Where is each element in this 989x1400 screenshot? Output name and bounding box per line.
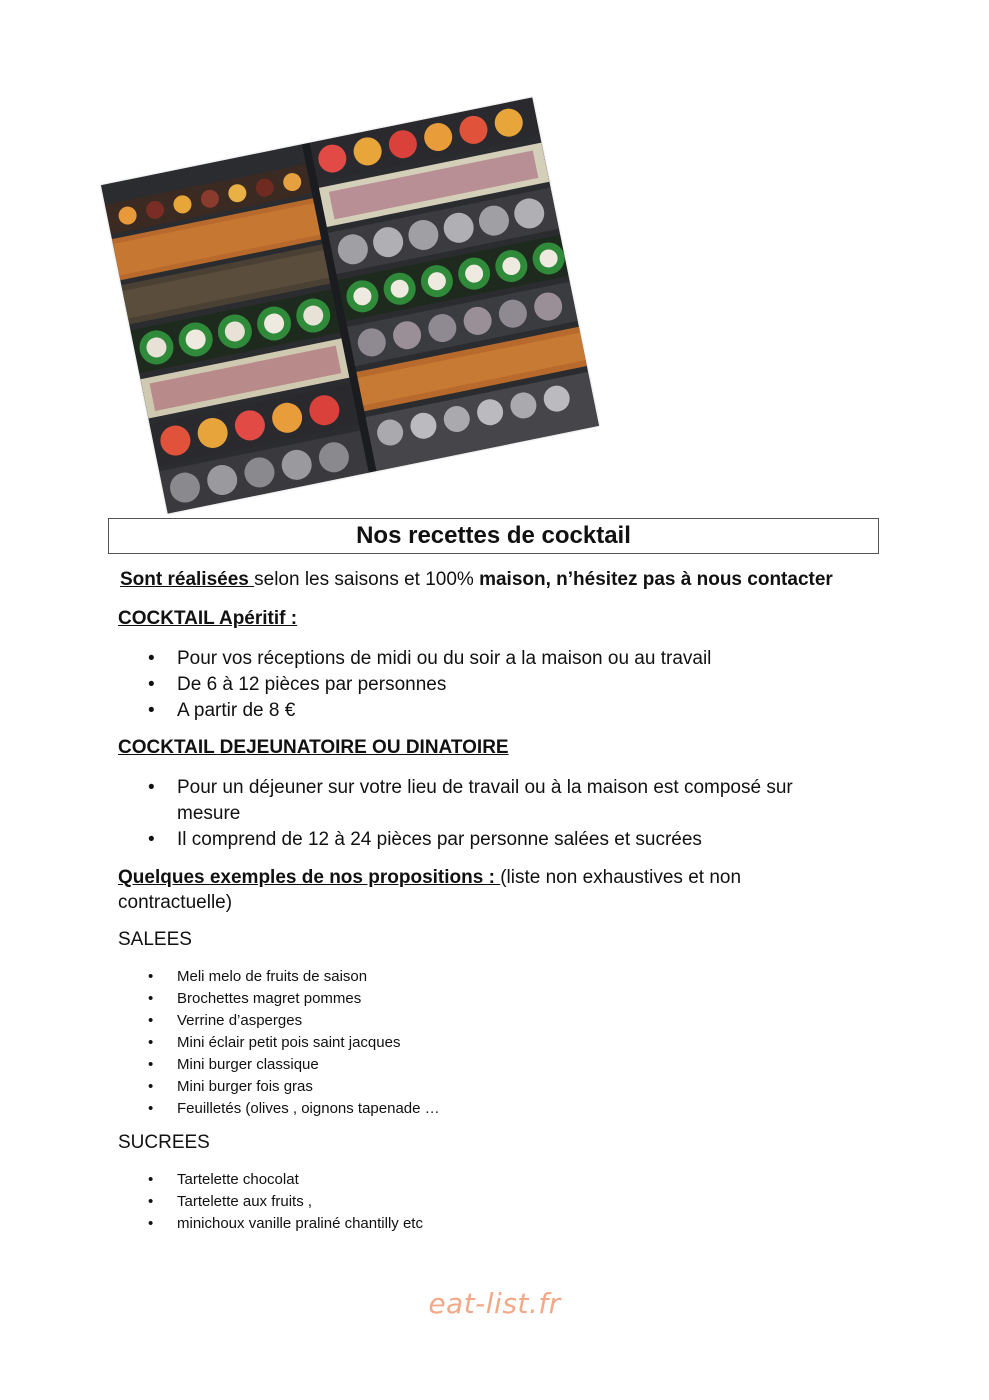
cocktail-platter-photo — [101, 98, 599, 514]
salees-heading: SALEES — [118, 929, 192, 950]
bullet-icon: • — [148, 1193, 154, 1210]
bullet-icon: • — [148, 1078, 154, 1095]
intro-line — [120, 569, 989, 591]
list-item: • De 6 à 12 pièces par personnes — [118, 672, 838, 698]
salees-list — [118, 966, 838, 1120]
page-title: Nos recettes de cocktail — [108, 518, 879, 554]
intro-lead: Sont réalisées — [120, 569, 255, 590]
list-item: • Mini burger classique — [118, 1054, 838, 1076]
watermark: eat-list.fr — [428, 1287, 561, 1320]
bullet-icon: • — [148, 1012, 154, 1029]
examples-note: (liste non exhaustives et non contractuelle) — [118, 867, 742, 913]
dejeunatoire-list — [118, 775, 838, 853]
bullet-icon: • — [148, 968, 154, 985]
list-item: • Pour un déjeuner sur votre lieu de travail ou à la maison est composé sur mesure — [148, 777, 793, 824]
section-heading-aperitif: COCKTAIL Apéritif : — [118, 608, 298, 629]
list-item: • Feuilletés (olives , oignons tapenade … — [118, 1098, 838, 1120]
sucrees-list — [118, 1169, 838, 1235]
list-item: • Mini éclair petit pois saint jacques — [118, 1032, 838, 1054]
bullet-icon: • — [148, 648, 155, 669]
examples-heading: Quelques exemples de nos propositions : — [118, 867, 501, 888]
sucrees-heading: SUCREES — [118, 1132, 210, 1153]
aperitif-list — [118, 646, 838, 724]
list-item: • Pour vos réceptions de midi ou du soir a la maison ou au travail — [118, 646, 838, 672]
list-item: • Mini burger fois gras — [118, 1076, 838, 1098]
bullet-icon: • — [148, 700, 155, 721]
bullet-icon: • — [148, 674, 155, 695]
bullet-icon: • — [148, 1215, 154, 1232]
list-item: • Meli melo de fruits de saison — [118, 966, 838, 988]
bullet-icon: • — [148, 990, 154, 1007]
bullet-icon: • — [148, 1171, 154, 1188]
list-item: • Brochettes magret pommes — [118, 988, 838, 1010]
examples-paragraph — [118, 865, 798, 915]
bullet-icon: • — [148, 829, 155, 850]
list-item: • Verrine d’asperges — [118, 1010, 838, 1032]
section-heading-dejeunatoire: COCKTAIL DEJEUNATOIRE OU DINATOIRE — [118, 737, 509, 758]
intro-bold-end: maison, n’hésitez pas à nous contacter — [479, 569, 833, 590]
intro-middle: selon les saisons et 100% — [254, 569, 480, 590]
list-item: • A partir de 8 € — [118, 698, 838, 724]
bullet-icon: • — [148, 777, 155, 798]
bullet-icon: • — [148, 1100, 154, 1117]
list-item: • Tartelette aux fruits , — [118, 1191, 838, 1213]
list-item: • minichoux vanille praliné chantilly etc — [118, 1213, 838, 1235]
list-item: • Tartelette chocolat — [118, 1169, 838, 1191]
list-item: • Il comprend de 12 à 24 pièces par personne salées et sucrées — [118, 827, 838, 853]
bullet-icon: • — [148, 1034, 154, 1051]
bullet-icon: • — [148, 1056, 154, 1073]
